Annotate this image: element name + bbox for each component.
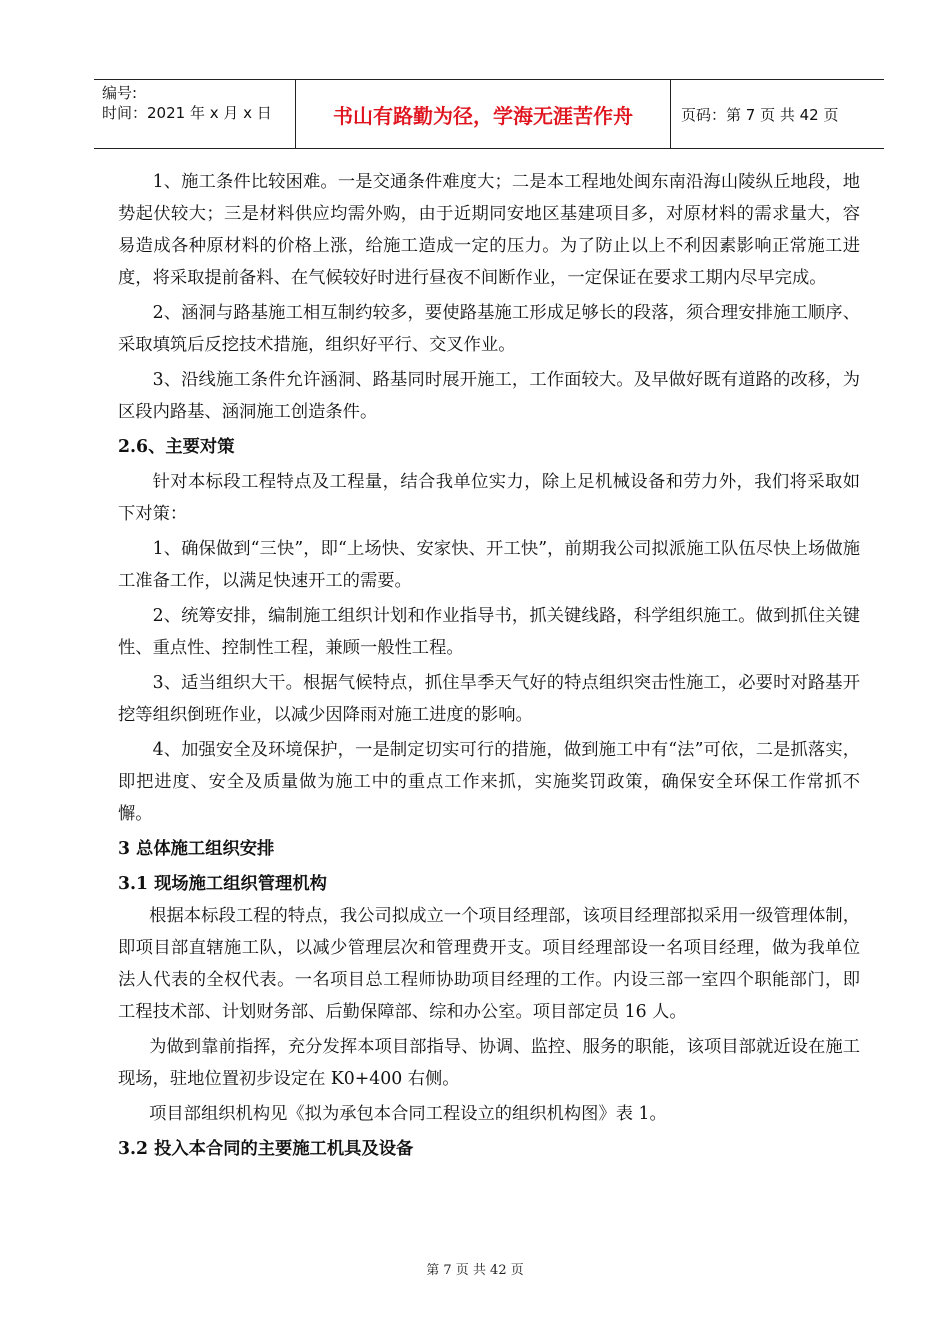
paragraph-culvert-subgrade: 2、涵洞与路基施工相互制约较多，要使路基施工形成足够长的段落，须合理安排施工顺序、采取填筑后反挖技术措施，组织好平行、交叉作业。 bbox=[118, 303, 860, 355]
paragraph-parallel-construction: 3、沿线施工条件允许涵洞、路基同时展开施工，工作面较大。及早做好既有道路的改移，为区段内路基、涵洞施工创造条件。 bbox=[118, 370, 860, 422]
header-motto: 书山有路勤为径，学海无涯苦作舟 bbox=[296, 80, 671, 148]
document-time-label: 时间：2021 年 x 月 x 日 bbox=[102, 104, 272, 122]
paragraph-safety-environment: 4、加强安全及环境保护，一是制定切实可行的措施，做到施工中有“法”可依，二是抓落实，即把进度、安全及质量做为施工中的重点工作来抓，实施奖罚政策，确保安全环保工作常抓不懈。 bbox=[118, 740, 860, 824]
header-page-info: 页码：第 7 页 共 42 页 bbox=[681, 105, 839, 124]
paragraph-intensive-work: 3、适当组织大干。根据气候特点，抓住旱季天气好的特点组织突击性施工，必要时对路基开挖等组织倒班作业，以减少因降雨对施工进度的影响。 bbox=[118, 673, 860, 725]
document-number-label: 编号: bbox=[102, 84, 138, 102]
document-body bbox=[118, 166, 860, 1165]
header-meta-cell bbox=[94, 80, 296, 148]
section-heading-2-6: 2.6、主要对策 bbox=[118, 437, 235, 457]
section-heading-3: 3 总体施工组织安排 bbox=[118, 839, 275, 859]
paragraph-org-chart-reference: 项目部组织机构见《拟为承包本合同工程设立的组织机构图》表 1。 bbox=[149, 1104, 667, 1124]
page-header bbox=[94, 79, 884, 149]
paragraph-planning: 2、统筹安排，编制施工组织计划和作业指导书，抓关键线路，科学组织施工。做到抓住关键性、重点性、控制性工程，兼顾一般性工程。 bbox=[118, 606, 860, 658]
paragraph-countermeasures-intro: 针对本标段工程特点及工程量，结合我单位实力，除上足机械设备和劳力外，我们将采取如下对策： bbox=[118, 472, 860, 524]
paragraph-site-location: 为做到靠前指挥，充分发挥本项目部指导、协调、监控、服务的职能，该项目部就近设在施工现场，驻地位置初步设定在 K0+400 右侧。 bbox=[118, 1037, 860, 1089]
section-heading-3-1: 3.1 现场施工组织管理机构 bbox=[118, 874, 327, 894]
page-footer: 第 7 页 共 42 页 bbox=[426, 1263, 524, 1278]
section-heading-3-2: 3.2 投入本合同的主要施工机具及设备 bbox=[118, 1139, 414, 1159]
paragraph-construction-difficulty: 1、施工条件比较困难。一是交通条件难度大；二是本工程地处闽东南沿海山陵纵丘地段，地势起伏较大；三是材料供应均需外购，由于近期同安地区基建项目多，对原材料的需求量大，容易造成各种原材料的价格上涨，给施工造成一定的压力。为了防止以上不利因素影响正常施工进度，将采取提前备料、在气候较好时进行昼夜不间断作业，一定保证在要求工期内尽早完成。 bbox=[118, 172, 860, 288]
paragraph-three-fast: 1、确保做到“三快”，即“上场快、安家快、开工快”，前期我公司拟派施工队伍尽快上场做施工准备工作，以满足快速开工的需要。 bbox=[118, 539, 860, 591]
paragraph-project-department: 根据本标段工程的特点，我公司拟成立一个项目经理部，该项目经理部拟采用一级管理体制，即项目部直辖施工队，以减少管理层次和管理费开支。项目经理部设一名项目经理，做为我单位法人代表的全权代表。一名项目总工程师协助项目经理的工作。内设三部一室四个职能部门，即工程技术部、计划财务部、后勤保障部、综和办公室。项目部定员 16 人。 bbox=[118, 906, 860, 1022]
